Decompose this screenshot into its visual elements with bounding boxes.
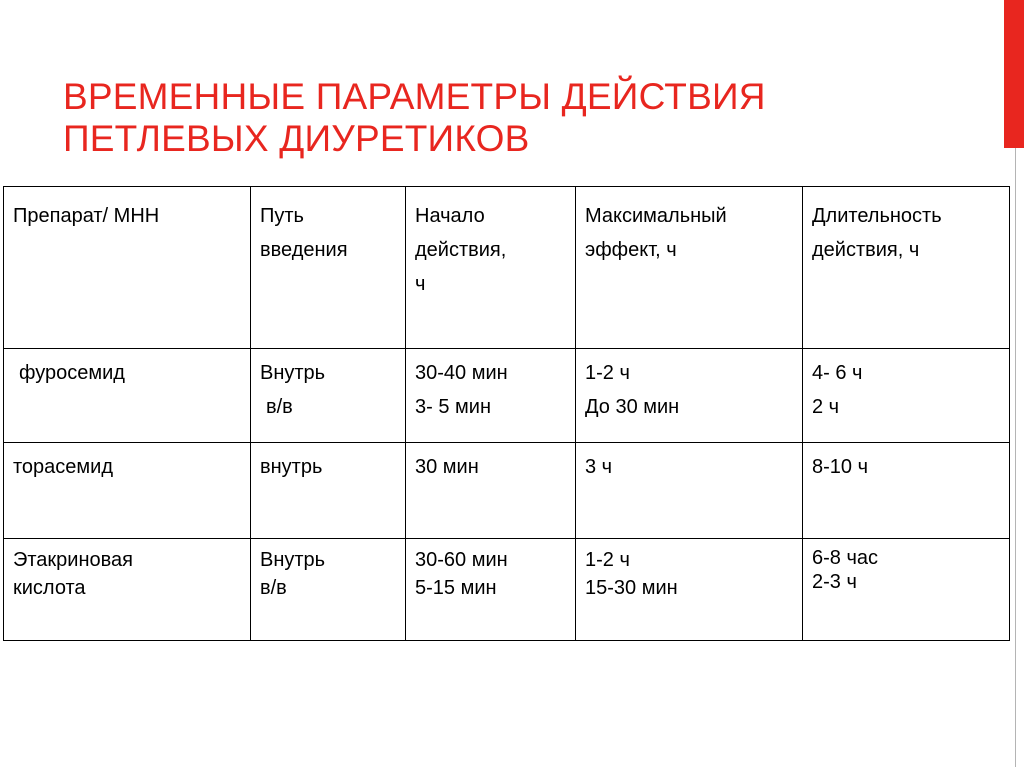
cell-text: До 30 мин — [585, 396, 680, 418]
header-route — [251, 187, 406, 349]
cell-text: 30-40 мин — [415, 362, 508, 384]
header-duration-text: Длительность — [812, 205, 942, 227]
cell-text: Этакриновая — [13, 549, 133, 571]
cell-text: торасемид — [13, 456, 114, 478]
cell-drug — [4, 443, 251, 539]
cell-text: 3 ч — [585, 456, 613, 478]
cell-route — [251, 539, 406, 641]
slide-title — [63, 76, 963, 160]
header-onset-text: действия, — [415, 239, 507, 261]
cell-text: 1-2 ч — [585, 362, 630, 384]
table-row — [4, 349, 1010, 443]
header-peak-text: Максимальный — [585, 205, 727, 227]
cell-text: 30 мин — [415, 456, 479, 478]
header-drug — [4, 187, 251, 349]
cell-text: в/в — [266, 396, 293, 418]
cell-peak — [576, 539, 803, 641]
cell-onset — [406, 443, 576, 539]
cell-text: 5-15 мин — [415, 577, 497, 599]
cell-text: 1-2 ч — [585, 549, 630, 571]
cell-text: 15-30 мин — [585, 577, 678, 599]
cell-text: 30-60 мин — [415, 549, 508, 571]
cell-text: 3- 5 мин — [415, 396, 491, 418]
cell-text: Внутрь — [260, 549, 326, 571]
diuretics-table — [3, 186, 1010, 641]
cell-text: внутрь — [260, 456, 323, 478]
cell-onset — [406, 349, 576, 443]
cell-route — [251, 349, 406, 443]
cell-text: кислота — [13, 577, 86, 599]
header-duration-text: действия, ч — [812, 239, 920, 261]
cell-text: фуросемид — [19, 362, 125, 384]
cell-peak — [576, 443, 803, 539]
cell-duration — [803, 443, 1010, 539]
header-peak-text: эффект, ч — [585, 239, 677, 261]
title-line-1: ВРЕМЕННЫЕ ПАРАМЕТРЫ ДЕЙСТВИЯ — [63, 76, 766, 117]
cell-text: 4- 6 ч — [812, 362, 863, 384]
title-line-2: ПЕТЛЕВЫХ ДИУРЕТИКОВ — [63, 118, 530, 159]
table-row — [4, 443, 1010, 539]
cell-drug — [4, 349, 251, 443]
header-onset — [406, 187, 576, 349]
cell-text: 8-10 ч — [812, 456, 869, 478]
accent-bar — [1004, 0, 1024, 148]
right-border-line — [1015, 148, 1016, 767]
header-duration — [803, 187, 1010, 349]
cell-duration — [803, 539, 1010, 641]
cell-onset — [406, 539, 576, 641]
cell-text: в/в — [260, 577, 287, 599]
cell-text: 2-3 ч — [812, 571, 857, 593]
cell-drug — [4, 539, 251, 641]
header-onset-text: Начало — [415, 205, 485, 227]
cell-route — [251, 443, 406, 539]
table-header-row — [4, 187, 1010, 349]
cell-text: 2 ч — [812, 396, 840, 418]
header-drug-text: Препарат/ МНН — [13, 205, 160, 227]
cell-text: 6-8 час — [812, 547, 879, 569]
cell-text: Внутрь — [260, 362, 326, 384]
header-onset-text: ч — [415, 273, 426, 295]
header-route-text: Путь — [260, 205, 304, 227]
table-row — [4, 539, 1010, 641]
cell-peak — [576, 349, 803, 443]
cell-duration — [803, 349, 1010, 443]
header-peak — [576, 187, 803, 349]
header-route-text: введения — [260, 239, 348, 261]
